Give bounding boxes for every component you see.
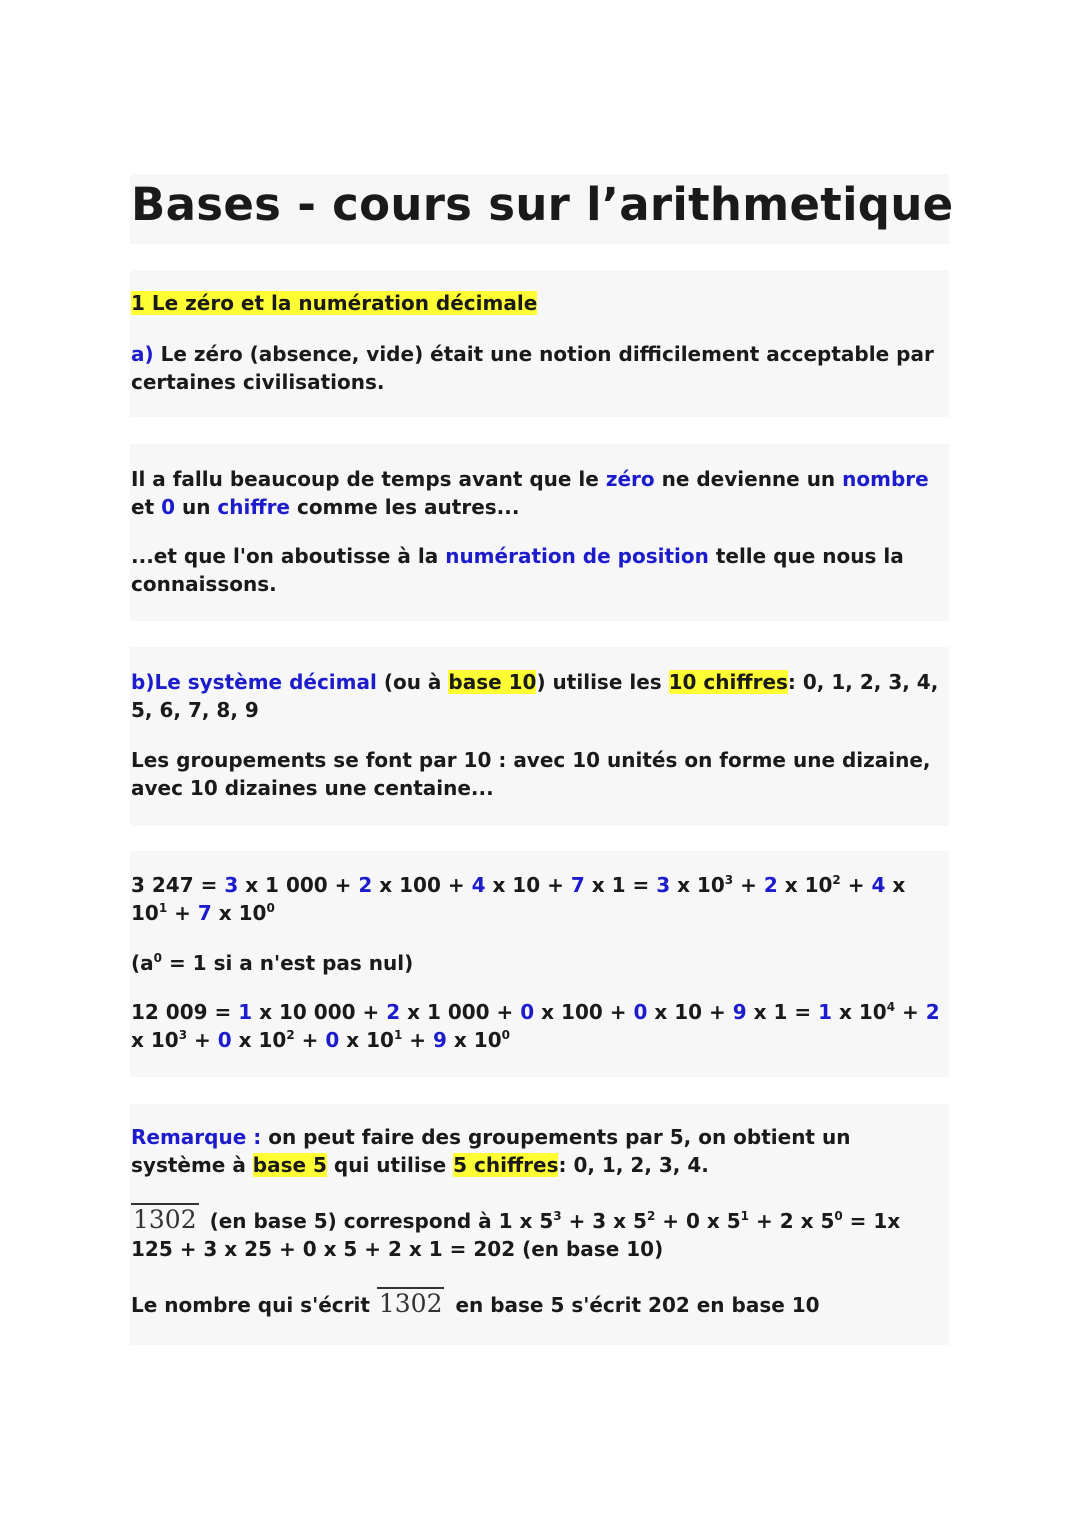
section-decimal-card [130,647,949,826]
eq-digit: 0 [217,1028,232,1052]
paragraph-1302-equals-202 [131,1290,943,1319]
eq-digit: 3 [224,873,239,897]
paragraph-decimal-system [131,668,943,724]
paragraph-remark-base5 [131,1123,943,1179]
eq-text: 3 247 = [131,873,225,897]
text-fragment: telle que nous la connaissons. [131,544,904,596]
term-decimal-system: b)Le système décimal [131,670,377,694]
eq-exponent: 3 [553,1209,562,1223]
text-fragment: on peut faire des groupements par 5, on obtient un système à [131,1125,851,1177]
eq-text: x 10 + [485,873,571,897]
eq-text: = 1x 125 + 3 x 25 + 0 x 5 + 2 x 1 = 202 (en base 10) [131,1209,901,1261]
eq-exponent: 2 [646,1209,656,1223]
eq-digit: 7 [570,873,585,897]
eq-exponent: 4 [886,1000,896,1014]
eq-text: x 10 + [647,1000,733,1024]
highlight-10-chiffres: 10 chiffres [668,670,788,694]
text-fragment: (ou à [376,670,449,694]
eq-text: x 1 = [584,873,657,897]
text-fragment: Le nombre qui s'écrit [131,1293,377,1317]
eq-text: x 10 [131,873,906,925]
eq-text: + [402,1028,434,1052]
text-fragment: ) utilise les [536,670,669,694]
eq-text: x 100 + [534,1000,634,1024]
eq-digit: 1 [818,1000,833,1024]
eq-text: x 10 000 + [252,1000,387,1024]
text-fragment: en base 5 s'écrit 202 en base 10 [448,1293,820,1317]
eq-exponent: 0 [834,1209,843,1223]
equation-3247 [131,871,943,927]
section-heading-highlight: 1 Le zéro et la numération décimale [131,291,538,315]
eq-text: + [187,1028,218,1052]
eq-text: x 1 = [746,1000,819,1024]
eq-text: + 0 x 5 [655,1209,741,1233]
eq-text: x 10 [446,1028,502,1052]
section-base5-card [130,1104,949,1345]
eq-text: + [167,901,198,925]
text-fragment: ne devienne un [654,467,843,491]
note-text: = 1 si a n'est pas nul) [162,951,414,975]
overlined-number: 1302 [133,1205,197,1234]
paragraph-position-numeration [131,542,943,598]
eq-exponent: 1 [158,901,168,915]
eq-digit: 4 [471,873,486,897]
eq-text: + [895,1000,926,1024]
label-a: a) [131,342,154,366]
text-fragment: ...et que l'on aboutisse à la [131,544,446,568]
eq-text: (en base 5) correspond à 1 x 5 [202,1209,554,1233]
term-0: 0 [161,495,176,519]
note-a-zero [131,949,943,977]
note-text: (a [131,951,154,975]
eq-digit: 0 [633,1000,648,1024]
eq-exponent: 2 [832,873,841,887]
eq-text: x 10 [339,1028,394,1052]
equation-12009 [131,998,943,1054]
section-zero-history-card [130,444,949,621]
eq-text: + 3 x 5 [561,1209,647,1233]
eq-digit: 2 [358,873,373,897]
eq-digit: 2 [386,1000,401,1024]
text-fragment: Il a fallu beaucoup de temps avant que le [131,467,606,491]
highlight-5-chiffres: 5 chiffres [453,1153,559,1177]
term-nombre: nombre [842,467,929,491]
text-fragment: et [131,495,162,519]
eq-digit: 0 [325,1028,340,1052]
section-heading [131,289,943,317]
eq-text: x 10 [670,873,725,897]
eq-text: x 10 [231,1028,287,1052]
eq-text: + [840,873,872,897]
eq-text: x 1 000 + [400,1000,521,1024]
term-remarque: Remarque : [131,1125,262,1149]
eq-exponent: 1 [393,1028,403,1042]
note-exponent: 0 [153,951,162,965]
eq-text: x 10 [131,1028,179,1052]
paragraph-groupings: Les groupements se font par 10 : avec 10 unités on forme une dizaine, avec 10 dizaines une centaine... [131,748,931,800]
eq-digit: 7 [197,901,212,925]
eq-text: x 10 [211,901,267,925]
eq-text: x 1 000 + [238,873,359,897]
title-card [130,174,954,244]
eq-text: + [294,1028,326,1052]
eq-exponent: 1 [740,1209,750,1223]
eq-text: + 2 x 5 [749,1209,835,1233]
term-chiffre: chiffre [217,495,290,519]
eq-digit: 4 [871,873,886,897]
paragraph-zero-history [131,465,943,521]
eq-exponent: 2 [286,1028,295,1042]
text-fragment: un [175,495,218,519]
eq-text: x 10 [832,1000,887,1024]
text-fragment: qui utilise [326,1153,454,1177]
eq-text: 12 009 = [131,1000,239,1024]
eq-digit: 2 [925,1000,940,1024]
term-numeration-position: numération de position [445,544,709,568]
highlight-base-5: base 5 [252,1153,327,1177]
section-zero-card [130,270,949,417]
text-zero-notion: Le zéro (absence, vide) était une notion difficilement acceptable par certaines civilisations. [131,342,934,394]
section-examples-card [130,851,949,1077]
page-title: Bases - cours sur l’arithmetique [131,178,954,231]
eq-text: + [733,873,764,897]
eq-exponent: 0 [266,901,275,915]
paragraph-1302-conversion [131,1206,943,1263]
text-fragment: : 0, 1, 2, 3, 4. [558,1153,709,1177]
eq-exponent: 3 [724,873,734,887]
overlined-number: 1302 [378,1289,443,1318]
text-fragment: : 0, 1, 2, 3, 4, 5, 6, 7, 8, 9 [131,670,939,722]
highlight-base-10: base 10 [448,670,537,694]
text-fragment: comme les autres... [290,495,520,519]
eq-exponent: 0 [501,1028,510,1042]
eq-digit: 9 [732,1000,747,1024]
eq-digit: 2 [763,873,778,897]
eq-text: x 10 [777,873,833,897]
eq-digit: 3 [656,873,671,897]
eq-exponent: 3 [178,1028,188,1042]
eq-digit: 0 [520,1000,535,1024]
term-zero: zéro [605,467,655,491]
eq-digit: 1 [238,1000,253,1024]
eq-digit: 9 [433,1028,447,1052]
paragraph-zero-notion [131,340,943,396]
eq-text: x 100 + [372,873,472,897]
